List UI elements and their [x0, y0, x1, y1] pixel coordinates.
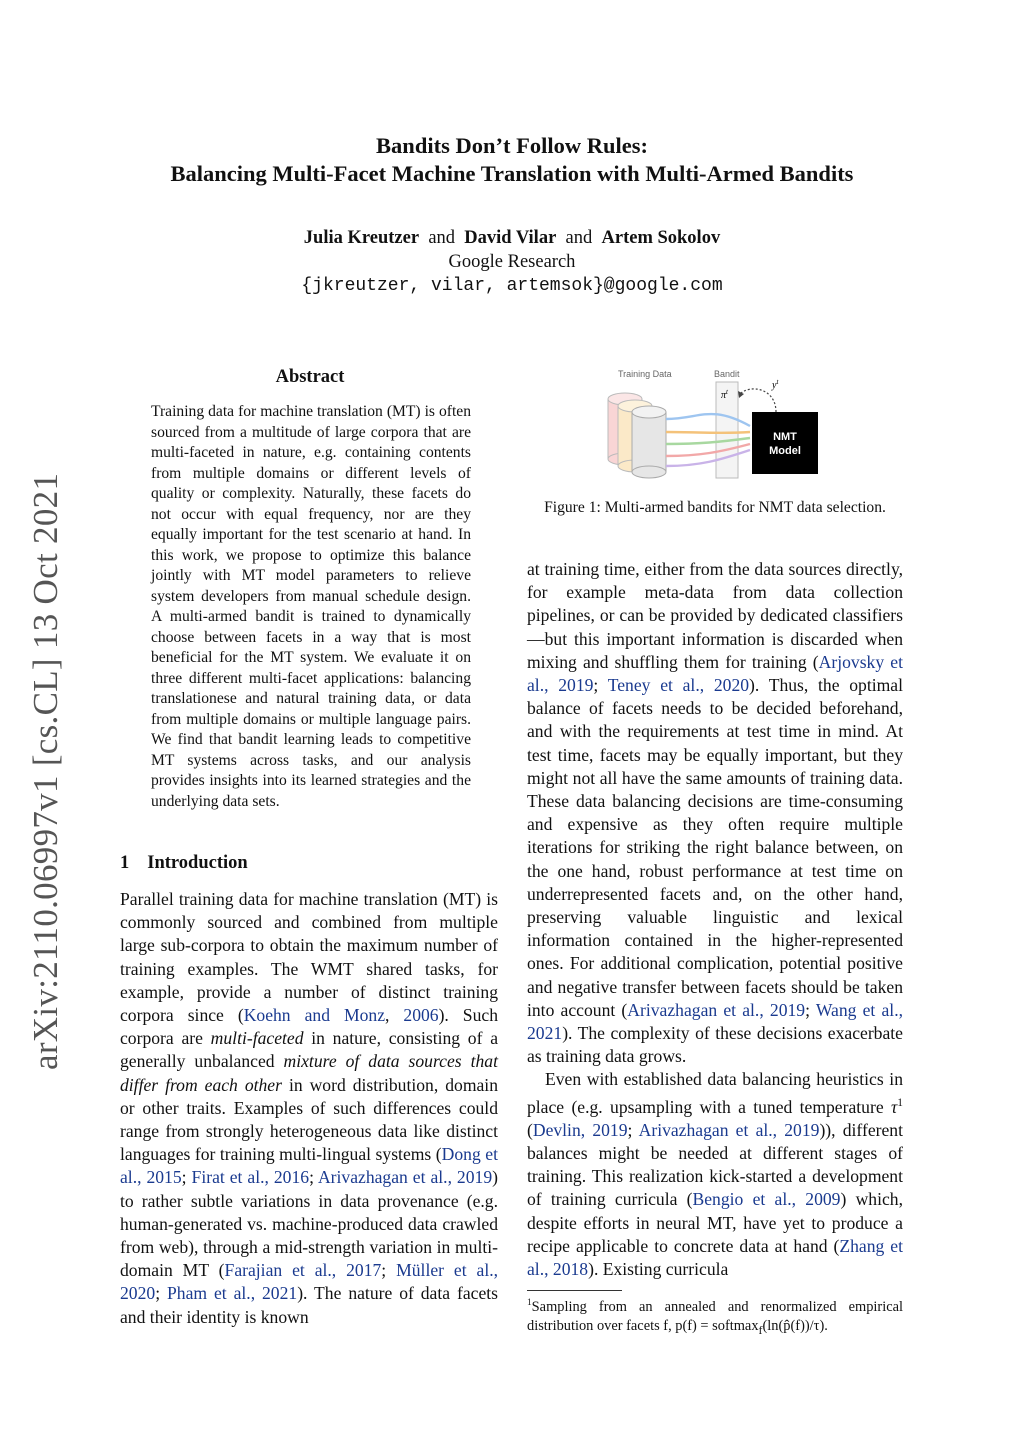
figure-1-diagram	[600, 364, 830, 484]
reward-symbol: $y^t$	[772, 378, 779, 391]
author-email[interactable]: {jkreutzer, vilar, artemsok}@google.com	[301, 276, 723, 296]
citation-link[interactable]: Arivazhagan et al., 2019	[317, 1167, 493, 1188]
citation-link[interactable]: Wang et al., 2021	[527, 999, 903, 1044]
nmt-model-box	[752, 412, 818, 474]
title-line-2: Balancing Multi-Facet Machine Translation with Multi-Armed Bandits	[170, 161, 854, 186]
bandit-label: Bandit	[714, 369, 740, 379]
section-title: Introduction	[147, 853, 248, 873]
title-line-1: Bandits Don’t Follow Rules:	[376, 133, 648, 158]
model-label: Model	[769, 445, 801, 457]
author-2: David Vilar	[464, 228, 557, 248]
citation-link[interactable]: Zhang et al., 2018	[527, 1235, 904, 1279]
section-heading	[120, 853, 248, 874]
citation-link[interactable]: Arivazhagan et al., 2019	[638, 1119, 820, 1140]
abstract-text: Training data for machine translation (MT) is often sourced from a multitude of large corpora that are multi-faceted in nature, e.g. containing contents from multiple domains or different levels of quality or complexity. Naturally, these facets do not occur with equal frequency, nor are they equally important for the test scenario at hand. In this work, we propose to optimize this balance jointly with MT model parameters to relieve system developers from manual schedule design. A multi-armed bandit is trained to dynamically choose between facets in a way that is most beneficial for the MT system. We evaluate it on three different multi-facet applications: balancing translationese and natural training data, or data from multiple domains or multiple language pairs. We find that bandit learning leads to competitive MT systems across tasks, and our analysis provides insights into its learned strategies and the underlying data sets.	[151, 403, 471, 810]
bandit-diagram	[600, 364, 830, 484]
pi-symbol: $\pi^t$	[721, 388, 728, 401]
data-source-cylinders	[608, 393, 666, 478]
author-block	[0, 226, 1024, 298]
left-column-text: Parallel training data for machine translation (MT) is commonly sourced and combined from multiple large sub-corpora to obtain the maximum number of training examples. The WMT shared tasks, for example, provide a number of distinct training corpora since (Koehn and Monz, 2006). Such corpora are multi-faceted in nature, consisting of a generally unbalanced mixture of data sources that differ from each other in word distribution, domain or other traits. Examples of such differences could range from strongly heterogeneous data like distinct languages for training multi-lingual systems (Dong et al., 2015; Firat et al., 2016; Arivazhagan et al., 2019) to rather subtle variations in data provenance (e.g. human-generated vs. machine-produced data crawled from web), through a mid-strength variation in multi-domain MT (Farajian et al., 2017; Müller et al., 2020; Pham et al., 2021). The nature of data facets and their identity is known	[120, 889, 499, 1327]
footnote-mark[interactable]: 1	[897, 1096, 903, 1109]
right-column-text: at training time, either from the data sources directly, for example meta-data from data collection pipelines, or can be provided by dedicated classifiers—but this important information is discarded when mixing and shuffling them for training (Arjovsky et al., 2019; Teney et al., 2020). Thus, the optimal balance of facets needs to be decided beforehand, and with the requirements at test time in mind. At test time, facets may be equally important, but they might not all have the same amounts of training data. These data balancing decisions are time-consuming and expensive as they often require multiple iterations for striking the right balance between, on the one hand, robust performance at test time on underrepresented facets and, on the other hand, preserving valuable linguistic and lexical information contained in the higher-represented ones. For additional complication, potential positive and negative transfer between facets should be taken into account (Arivazhagan et al., 2019; Wang et al., 2021). The complexity of these decisions exacerbate as training data grows. Even with established data balancing heuristics in place (e.g. upsampling with a tuned temperature $\tau^1$ (Devlin, 2019; Arivazhagan et al., 2019)), different balances might be needed at different stages of training. This realization kick-started a development of training curricula (Bengio et al., 2009) which, despite efforts in neural MT, have yet to produce a recipe applicable to concrete data at hand (Zhang et al., 2018). Existing curricula	[527, 559, 904, 1279]
footnote-divider	[527, 1290, 622, 1291]
training-data-label: Training Data	[618, 369, 672, 379]
citation-link[interactable]: Koehn and Monz	[243, 1005, 386, 1026]
feedback-arrow	[740, 389, 776, 412]
citation-link[interactable]: Pham et al., 2021	[167, 1283, 298, 1304]
figure-caption: Figure 1: Multi-armed bandits for NMT data selection.	[544, 499, 886, 516]
section-number: 1	[120, 853, 130, 873]
paper-title	[0, 132, 1024, 188]
citation-link[interactable]: Bengio et al., 2009	[692, 1189, 841, 1210]
citation-link[interactable]: Müller et al., 2020	[120, 1260, 499, 1304]
abstract-heading: Abstract	[275, 367, 345, 387]
arxiv-stamp: arXiv:2110.06997v1 [cs.CL] 13 Oct 2021	[26, 472, 65, 1070]
citation-link[interactable]: Farajian et al., 2017	[224, 1260, 382, 1281]
bandit-box	[716, 382, 738, 478]
citation-link[interactable]: Teney et al., 2020	[607, 675, 750, 696]
author-and: and	[565, 228, 593, 248]
affiliation: Google Research	[448, 252, 576, 272]
author-1: Julia Kreutzer	[303, 228, 420, 248]
nmt-label: NMT	[773, 431, 797, 443]
author-3: Artem Sokolov	[601, 228, 721, 248]
citation-link[interactable]: Arjovsky et al., 2019	[527, 651, 903, 696]
citation-link[interactable]: Devlin, 2019	[532, 1119, 628, 1140]
citation-link[interactable]: Firat et al., 2016	[191, 1167, 310, 1188]
citation-link[interactable]: Dong et al., 2015	[120, 1144, 498, 1188]
footnote: $^1$Sampling from an annealed and renormalized empirical distribution over facets f, p(f) = softmax$_f$(ln(p̂(f))/τ).	[527, 1298, 903, 1337]
citation-link[interactable]: 2006	[403, 1005, 439, 1026]
citation-link[interactable]: Arivazhagan et al., 2019	[627, 999, 806, 1020]
author-and: and	[428, 228, 456, 248]
